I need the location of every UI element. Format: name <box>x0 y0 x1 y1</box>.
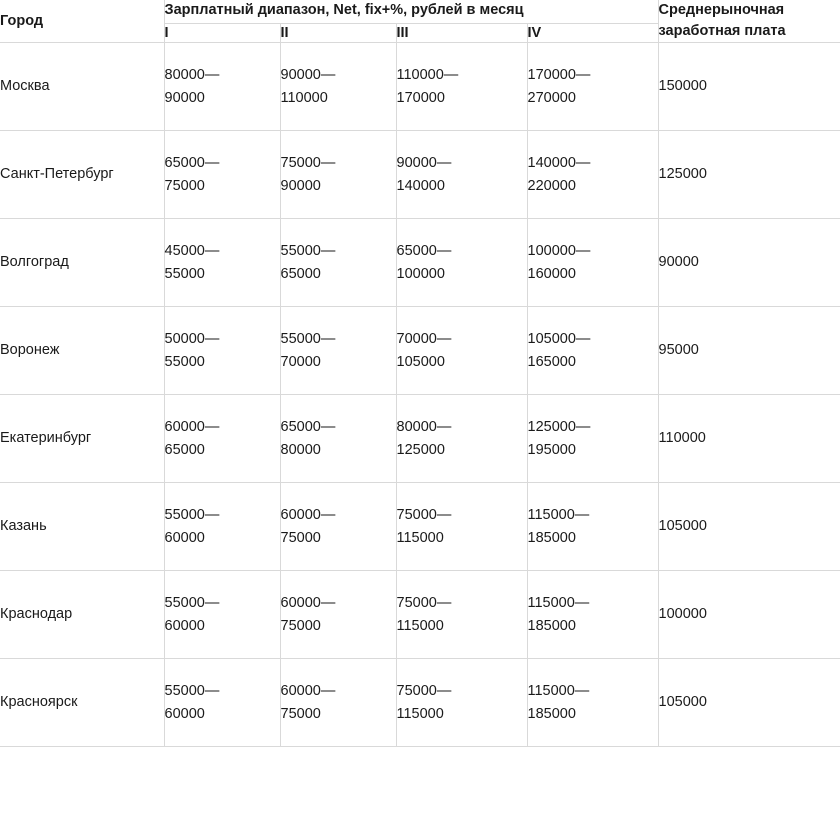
table-row <box>0 43 840 131</box>
cell-salary-range-grade-4 <box>527 571 658 659</box>
range-from: 60000— <box>280 507 336 524</box>
table-row <box>0 307 840 395</box>
range-from: 45000— <box>164 243 220 260</box>
range-from: 55000— <box>280 243 336 260</box>
range-to: 140000 <box>396 177 445 194</box>
cell-salary-range-grade-4 <box>527 131 658 219</box>
cell-salary-range-grade-2 <box>280 571 396 659</box>
range-from: 70000— <box>396 331 452 348</box>
cell-salary-range-grade-4 <box>527 219 658 307</box>
range-from: 75000— <box>280 155 336 172</box>
range-to: 90000 <box>280 177 321 194</box>
cell-salary-range-grade-1 <box>164 43 280 131</box>
table-row <box>0 483 840 571</box>
column-header-grade-1: I <box>164 23 280 43</box>
column-header-salary-range: Зарплатный диапазон, Net, fix+%, рублей в месяц <box>164 0 658 23</box>
cell-salary-range-grade-3 <box>396 483 527 571</box>
cell-average-salary: 90000 <box>658 219 840 307</box>
range-to: 75000 <box>280 617 321 634</box>
range-from: 75000— <box>396 683 452 700</box>
range-to: 60000 <box>164 705 205 722</box>
table-header <box>0 0 840 43</box>
range-to: 60000 <box>164 617 205 634</box>
cell-salary-range-grade-2 <box>280 307 396 395</box>
range-to: 195000 <box>527 441 576 458</box>
range-from: 55000— <box>164 683 220 700</box>
cell-salary-range-grade-4 <box>527 43 658 131</box>
cell-salary-range-grade-3 <box>396 43 527 131</box>
range-to: 100000 <box>396 265 445 282</box>
range-to: 55000 <box>164 265 205 282</box>
range-from: 80000— <box>396 419 452 436</box>
range-to: 70000 <box>280 353 321 370</box>
range-to: 185000 <box>527 529 576 546</box>
range-to: 75000 <box>164 177 205 194</box>
cell-salary-range-grade-1 <box>164 219 280 307</box>
range-to: 115000 <box>396 617 444 634</box>
column-header-grade-3: III <box>396 23 527 43</box>
cell-average-salary: 100000 <box>658 571 840 659</box>
cell-salary-range-grade-3 <box>396 659 527 747</box>
range-to: 105000 <box>396 353 445 370</box>
range-to: 110000 <box>280 89 328 106</box>
range-to: 65000 <box>164 441 205 458</box>
cell-average-salary: 150000 <box>658 43 840 131</box>
range-to: 115000 <box>396 529 444 546</box>
cell-city: Волгоград <box>0 219 164 307</box>
range-to: 60000 <box>164 529 205 546</box>
range-to: 270000 <box>527 89 576 106</box>
cell-city: Москва <box>0 43 164 131</box>
cell-salary-range-grade-3 <box>396 307 527 395</box>
cell-city: Краснодар <box>0 571 164 659</box>
cell-salary-range-grade-4 <box>527 483 658 571</box>
range-from: 90000— <box>280 67 336 84</box>
cell-city: Казань <box>0 483 164 571</box>
cell-salary-range-grade-2 <box>280 43 396 131</box>
cell-average-salary: 105000 <box>658 659 840 747</box>
cell-salary-range-grade-2 <box>280 395 396 483</box>
range-from: 115000— <box>527 595 590 612</box>
cell-salary-range-grade-2 <box>280 219 396 307</box>
cell-average-salary: 125000 <box>658 131 840 219</box>
range-to: 165000 <box>527 353 576 370</box>
range-from: 60000— <box>280 595 336 612</box>
range-to: 125000 <box>396 441 445 458</box>
cell-city: Красноярск <box>0 659 164 747</box>
range-from: 55000— <box>280 331 336 348</box>
range-to: 65000 <box>280 265 321 282</box>
cell-salary-range-grade-2 <box>280 659 396 747</box>
cell-salary-range-grade-1 <box>164 307 280 395</box>
range-to: 220000 <box>527 177 576 194</box>
column-header-grade-2: II <box>280 23 396 43</box>
range-to: 115000 <box>396 705 444 722</box>
range-from: 55000— <box>164 595 220 612</box>
cell-city: Санкт-Петербург <box>0 131 164 219</box>
range-from: 170000— <box>527 67 591 84</box>
range-to: 160000 <box>527 265 576 282</box>
range-from: 65000— <box>396 243 452 260</box>
range-from: 115000— <box>527 507 590 524</box>
range-from: 65000— <box>164 155 220 172</box>
range-from: 140000— <box>527 155 591 172</box>
range-from: 125000— <box>527 419 591 436</box>
cell-average-salary: 105000 <box>658 483 840 571</box>
range-from: 75000— <box>396 507 452 524</box>
range-to: 185000 <box>527 617 576 634</box>
cell-salary-range-grade-4 <box>527 395 658 483</box>
table-row <box>0 659 840 747</box>
cell-salary-range-grade-3 <box>396 395 527 483</box>
range-from: 115000— <box>527 683 590 700</box>
range-from: 55000— <box>164 507 220 524</box>
range-to: 170000 <box>396 89 445 106</box>
cell-salary-range-grade-1 <box>164 571 280 659</box>
cell-average-salary: 95000 <box>658 307 840 395</box>
cell-salary-range-grade-4 <box>527 307 658 395</box>
range-from: 80000— <box>164 67 220 84</box>
table-header-row-top <box>0 0 840 23</box>
range-to: 75000 <box>280 529 321 546</box>
range-from: 105000— <box>527 331 591 348</box>
cell-city: Воронеж <box>0 307 164 395</box>
cell-salary-range-grade-1 <box>164 659 280 747</box>
cell-salary-range-grade-2 <box>280 131 396 219</box>
range-to: 80000 <box>280 441 321 458</box>
range-to: 90000 <box>164 89 205 106</box>
table-row <box>0 571 840 659</box>
range-from: 60000— <box>280 683 336 700</box>
table-row <box>0 395 840 483</box>
table-row <box>0 131 840 219</box>
cell-salary-range-grade-1 <box>164 483 280 571</box>
range-to: 75000 <box>280 705 321 722</box>
cell-average-salary: 110000 <box>658 395 840 483</box>
table-row <box>0 219 840 307</box>
range-from: 65000— <box>280 419 336 436</box>
column-header-city: Город <box>0 0 164 43</box>
range-from: 110000— <box>396 67 459 84</box>
range-from: 100000— <box>527 243 591 260</box>
column-header-grade-4: IV <box>527 23 658 43</box>
range-to: 55000 <box>164 353 205 370</box>
table-body <box>0 43 840 747</box>
cell-salary-range-grade-3 <box>396 571 527 659</box>
cell-salary-range-grade-2 <box>280 483 396 571</box>
range-to: 185000 <box>527 705 576 722</box>
cell-salary-range-grade-1 <box>164 131 280 219</box>
range-from: 75000— <box>396 595 452 612</box>
cell-salary-range-grade-1 <box>164 395 280 483</box>
cell-salary-range-grade-4 <box>527 659 658 747</box>
range-from: 60000— <box>164 419 220 436</box>
column-header-average-salary: Среднерыночная заработная плата <box>658 0 840 43</box>
range-from: 90000— <box>396 155 452 172</box>
cell-salary-range-grade-3 <box>396 219 527 307</box>
range-from: 50000— <box>164 331 220 348</box>
cell-salary-range-grade-3 <box>396 131 527 219</box>
cell-city: Екатеринбург <box>0 395 164 483</box>
